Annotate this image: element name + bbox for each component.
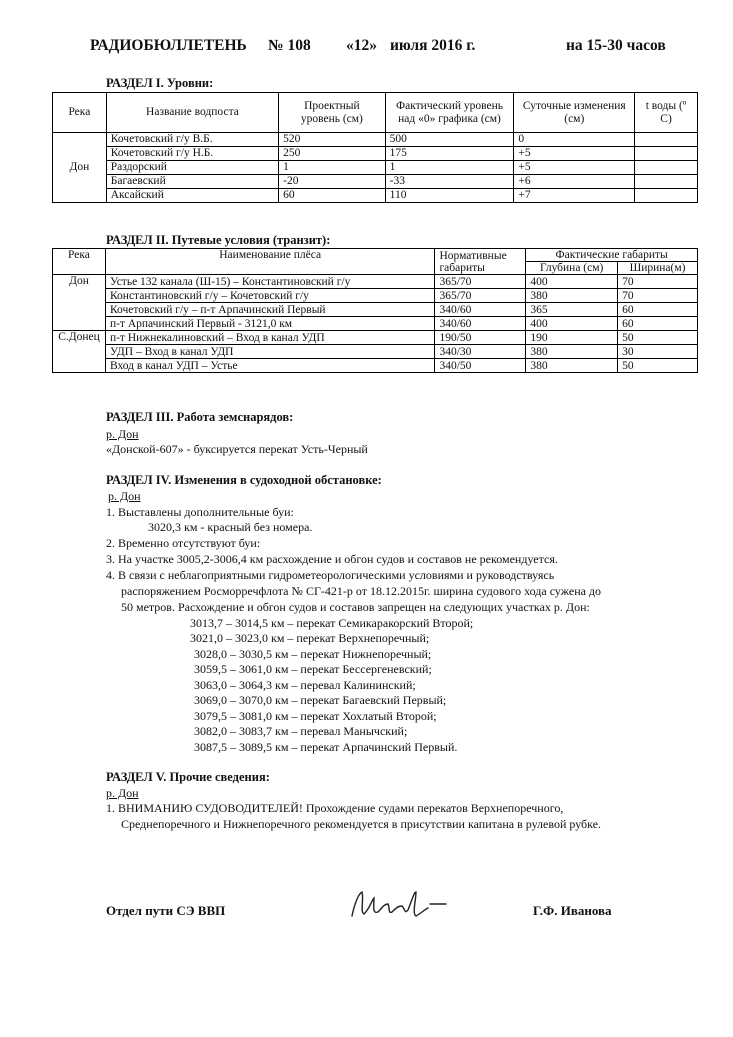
- section4-item: 50 метров. Расхождение и обгон судов и составов запрещен на следующих участках р. Дон:: [121, 600, 590, 614]
- table-row: [53, 289, 698, 303]
- section3-title: РАЗДЕЛ III. Работа земснарядов:: [106, 410, 294, 424]
- list-item: 3028,0 – 3030,5 км – перекат Нижнепоречный;: [194, 647, 432, 661]
- section3-river: р. Дон: [106, 427, 139, 441]
- section2-title: РАЗДЕЛ II. Путевые условия (транзит):: [106, 233, 331, 247]
- table-cell: 365/70: [435, 289, 526, 303]
- table-cell: 50: [618, 331, 698, 345]
- transit-header-depth: Глубина (см): [526, 262, 618, 275]
- table-cell: -33: [385, 175, 514, 189]
- table-cell: Вход в канал УДП – Устье: [105, 359, 435, 373]
- levels-river-cell: Дон: [53, 133, 107, 203]
- bulletin-date: июля 2016 г.: [390, 37, 476, 54]
- table-cell: 340/30: [435, 345, 526, 359]
- bulletin-title: РАДИОБЮЛЛЕТЕНЬ: [90, 37, 247, 54]
- signature-image: [344, 886, 456, 928]
- levels-header-change: Суточные изменения (см): [514, 93, 635, 133]
- section4-river: р. Дон: [108, 489, 141, 503]
- table-cell: 380: [526, 345, 618, 359]
- list-item: 3087,5 – 3089,5 км – перекат Арпачинский Первый.: [194, 740, 458, 754]
- transit-table: [52, 248, 698, 373]
- bulletin-number: № 108: [268, 37, 311, 54]
- table-row: [53, 275, 698, 289]
- table-cell: [635, 147, 698, 161]
- table-cell: -20: [279, 175, 385, 189]
- transit-header-name: Наименование плёса: [105, 249, 435, 275]
- section5-line: 1. ВНИМАНИЮ СУДОВОДИТЕЛЕЙ! Прохождение судами перекатов Верхнепоречного,: [106, 801, 564, 815]
- table-cell: 1: [279, 161, 385, 175]
- table-cell: Устье 132 канала (Ш-15) – Константиновский г/у: [105, 275, 435, 289]
- section4-item: 2. Временно отсутствуют буи:: [106, 536, 261, 550]
- table-cell: Константиновский г/у – Кочетовский г/у: [105, 289, 435, 303]
- table-cell: [635, 133, 698, 147]
- table-row: [53, 331, 698, 345]
- table-row: [53, 303, 698, 317]
- signatory-name: Г.Ф. Иванова: [533, 903, 612, 918]
- transit-river-don: Дон: [53, 275, 106, 331]
- table-cell: 190/50: [435, 331, 526, 345]
- table-cell: +7: [514, 189, 635, 203]
- table-cell: 50: [618, 359, 698, 373]
- levels-header-post: Название водпоста: [106, 93, 278, 133]
- table-row: [53, 189, 698, 203]
- list-item: 3013,7 – 3014,5 км – перекат Семикаракорский Второй;: [190, 616, 474, 630]
- list-item: 3063,0 – 3064,3 км – перевал Калининский;: [194, 678, 416, 692]
- table-cell: 340/60: [435, 303, 526, 317]
- table-cell: 380: [526, 359, 618, 373]
- transit-header-width: Ширина(м): [618, 262, 698, 275]
- list-item: 3069,0 – 3070,0 км – перекат Багаевский Первый;: [194, 693, 447, 707]
- table-cell: [635, 175, 698, 189]
- table-row: [53, 345, 698, 359]
- table-cell: 30: [618, 345, 698, 359]
- section4-item: 1. Выставлены дополнительные буи:: [106, 505, 294, 519]
- bulletin-time: на 15-30 часов: [566, 37, 666, 54]
- section4-title: РАЗДЕЛ IV. Изменения в судоходной обстановке:: [106, 473, 382, 487]
- levels-header-row: [53, 93, 698, 133]
- department-label: Отдел пути СЭ ВВП: [106, 903, 226, 918]
- table-cell: 60: [618, 303, 698, 317]
- table-cell: 365/70: [435, 275, 526, 289]
- bulletin-date-day: «12»: [346, 37, 377, 54]
- table-cell: 380: [526, 289, 618, 303]
- table-row: [53, 147, 698, 161]
- table-cell: [635, 189, 698, 203]
- section3-text: «Донской-607» - буксируется перекат Усть-Черный: [106, 442, 368, 456]
- levels-header-river: Река: [53, 93, 107, 133]
- section5-line: Среднепоречного и Нижнепоречного рекомендуется в присутствии капитана в рулевой рубке.: [121, 817, 602, 831]
- table-row: [53, 317, 698, 331]
- list-item: 3059,5 – 3061,0 км – перекат Бессергеневский;: [194, 662, 432, 676]
- section4-item: 4. В связи с неблагоприятными гидрометеорологическими условиями и руководствуясь: [106, 568, 555, 582]
- table-cell: 250: [279, 147, 385, 161]
- table-cell: 400: [526, 317, 618, 331]
- transit-header-row: [53, 249, 698, 262]
- table-cell: 70: [618, 289, 698, 303]
- transit-header-fact: Фактические габариты: [526, 249, 698, 262]
- levels-header-project: Проектный уровень (см): [279, 93, 385, 133]
- section1-title: РАЗДЕЛ I. Уровни:: [106, 76, 214, 90]
- table-cell: 70: [618, 275, 698, 289]
- table-cell: 190: [526, 331, 618, 345]
- table-row: [53, 359, 698, 373]
- table-row: [53, 175, 698, 189]
- levels-header-actual: Фактический уровень над «0» графика (см): [385, 93, 514, 133]
- table-cell: 500: [385, 133, 514, 147]
- table-cell: 0: [514, 133, 635, 147]
- table-cell: 175: [385, 147, 514, 161]
- section5-title: РАЗДЕЛ V. Прочие сведения:: [106, 770, 270, 784]
- table-cell: 520: [279, 133, 385, 147]
- table-cell: 365: [526, 303, 618, 317]
- table-cell: 340/60: [435, 317, 526, 331]
- table-cell: 60: [618, 317, 698, 331]
- section4-item: 3020,3 км - красный без номера.: [148, 520, 313, 534]
- table-cell: УДП – Вход в канал УДП: [105, 345, 435, 359]
- transit-header-river: Река: [53, 249, 106, 275]
- list-item: 3079,5 – 3081,0 км – перекат Хохлатый Второй;: [194, 709, 437, 723]
- table-cell: 400: [526, 275, 618, 289]
- table-cell: 340/50: [435, 359, 526, 373]
- table-cell: 110: [385, 189, 514, 203]
- list-item: 3082,0 – 3083,7 км – перевал Манычский;: [194, 724, 408, 738]
- table-cell: п-т Нижнекалиновский – Вход в канал УДП: [105, 331, 435, 345]
- table-cell: Аксайский: [106, 189, 278, 203]
- table-cell: Кочетовский г/у Н.Б.: [106, 147, 278, 161]
- table-cell: [635, 161, 698, 175]
- levels-header-temp: t воды (º C): [635, 93, 698, 133]
- table-cell: Багаевский: [106, 175, 278, 189]
- table-row: [53, 161, 698, 175]
- table-cell: 60: [279, 189, 385, 203]
- section5-river: р. Дон: [106, 786, 139, 800]
- table-cell: Раздорский: [106, 161, 278, 175]
- table-cell: +5: [514, 147, 635, 161]
- section4-item: 3. На участке 3005,2-3006,4 км расхождение и обгон судов и составов не рекомендуется.: [106, 552, 558, 566]
- list-item: 3021,0 – 3023,0 км – перекат Верхнепоречный;: [190, 631, 430, 645]
- table-row: [53, 133, 698, 147]
- levels-table: [52, 92, 698, 203]
- table-cell: 1: [385, 161, 514, 175]
- transit-header-norm: Нормативные габариты: [435, 249, 526, 275]
- transit-river-sdonets: С.Донец: [53, 331, 106, 373]
- table-cell: +6: [514, 175, 635, 189]
- table-cell: Кочетовский г/у В.Б.: [106, 133, 278, 147]
- table-cell: +5: [514, 161, 635, 175]
- section4-item: распоряжением Росморречфлота № СГ-421-р от 18.12.2015г. ширина судового хода сужена до: [121, 584, 602, 598]
- table-cell: Кочетовский г/у – п-т Арпачинский Первый: [105, 303, 435, 317]
- table-cell: п-т Арпачинский Первый - 3121,0 км: [105, 317, 435, 331]
